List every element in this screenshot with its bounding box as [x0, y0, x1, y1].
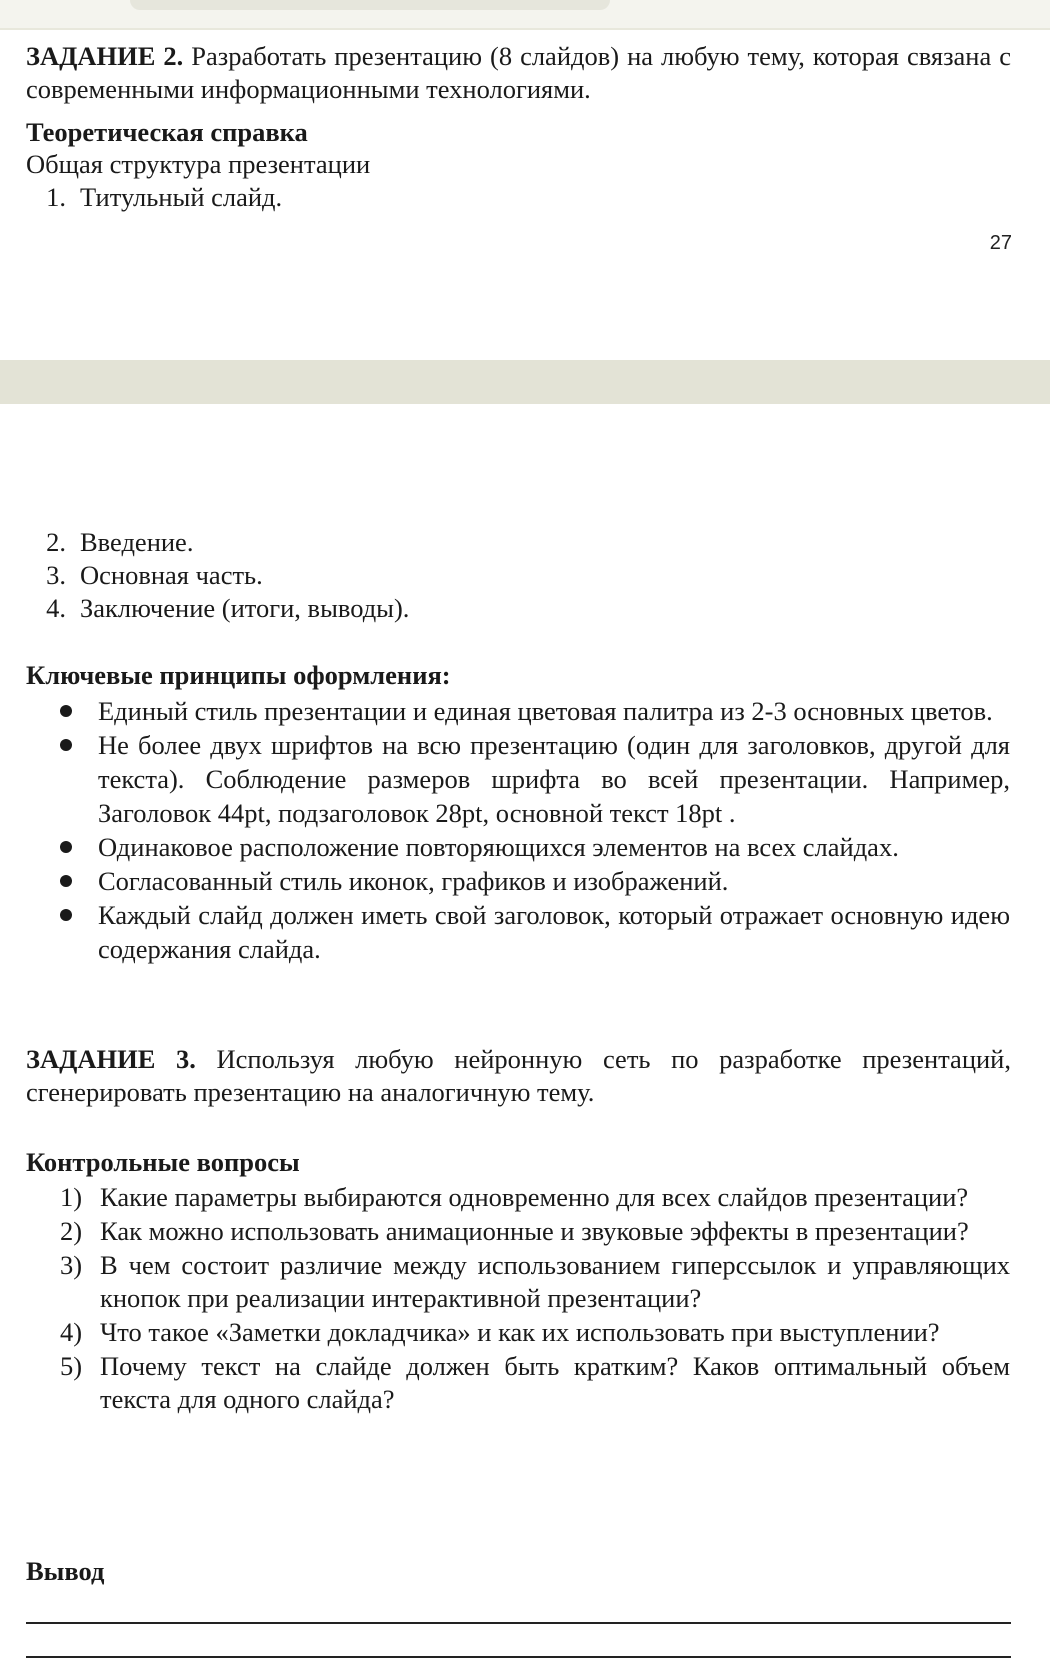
- list-item: Не более двух шрифтов на всю презентацию (один для заголовков, другой для текста). Соблюдение размеров шрифта во всей презентации. Например, Заголовок 44pt, подзаголовок 28pt, основной текст 18pt .: [60, 728, 1010, 830]
- list-item: 2. Введение.: [46, 527, 194, 557]
- list-item: 1) Какие параметры выбираются одновременно для всех слайдов презентации?: [60, 1182, 969, 1212]
- conclusion-heading: Вывод: [26, 1556, 105, 1586]
- bullet-icon: [60, 705, 72, 717]
- page-tab-shape: [130, 0, 610, 10]
- bullet-icon: [60, 875, 72, 887]
- task3-paragraph: [26, 1043, 1011, 1109]
- structure-subheading: Общая структура презентации: [26, 149, 371, 179]
- list-item: 2) Как можно использовать анимационные и звуковые эффекты в презентации?: [60, 1216, 969, 1246]
- principles-heading: Ключевые принципы оформления:: [26, 660, 451, 690]
- task3-text: Используя любую нейронную сеть по разработке презентаций, сгенерировать презентацию на аналогичную тему.: [26, 1044, 1011, 1107]
- list-item: 5) Почему текст на слайде должен быть кратким? Каков оптимальный объем текста для одного слайда?: [60, 1351, 1010, 1414]
- page-number: 27: [989, 232, 1012, 254]
- bullet-icon: [60, 909, 72, 921]
- previous-page-edge: [0, 0, 1050, 30]
- list-item: 3) В чем состоит различие между использованием гиперссылок и управляющих кнопок при реализации интерактивной презентации?: [60, 1250, 1010, 1313]
- task3-label: ЗАДАНИЕ 3.: [26, 1044, 196, 1074]
- task2-paragraph: [26, 40, 1011, 106]
- task2-label: ЗАДАНИЕ 2.: [26, 41, 184, 71]
- bullet-icon: [60, 841, 72, 853]
- list-item: 4) Что такое «Заметки докладчика» и как их использовать при выступлении?: [60, 1317, 940, 1347]
- task2-text: Разработать презентацию (8 слайдов) на любую тему, которая связана с современными информационными технологиями.: [26, 41, 1011, 104]
- principles-list: [60, 694, 1010, 966]
- theory-heading: Теоретическая справка: [26, 117, 308, 147]
- list-item: Каждый слайд должен иметь свой заголовок, который отражает основную идею содержания слайда.: [60, 898, 1010, 966]
- structure-list-part2: [26, 526, 409, 625]
- list-item: Единый стиль презентации и единая цветовая палитра из 2-3 основных цветов.: [60, 694, 1010, 728]
- list-item: 3. Основная часть.: [46, 560, 263, 590]
- answer-line: [26, 1622, 1011, 1624]
- list-item: Одинаковое расположение повторяющихся элементов на всех слайдах.: [60, 830, 1010, 864]
- list-item: 4. Заключение (итоги, выводы).: [46, 593, 410, 623]
- bullet-icon: [60, 739, 72, 751]
- answer-line: [26, 1656, 1011, 1658]
- structure-list-part1: [26, 181, 282, 214]
- questions-list: [60, 1181, 1010, 1417]
- page-break-bar: [0, 360, 1050, 404]
- list-item: Согласованный стиль иконок, графиков и изображений.: [60, 864, 1010, 898]
- questions-heading: Контрольные вопросы: [26, 1147, 300, 1177]
- list-item: 1. Титульный слайд.: [46, 182, 283, 212]
